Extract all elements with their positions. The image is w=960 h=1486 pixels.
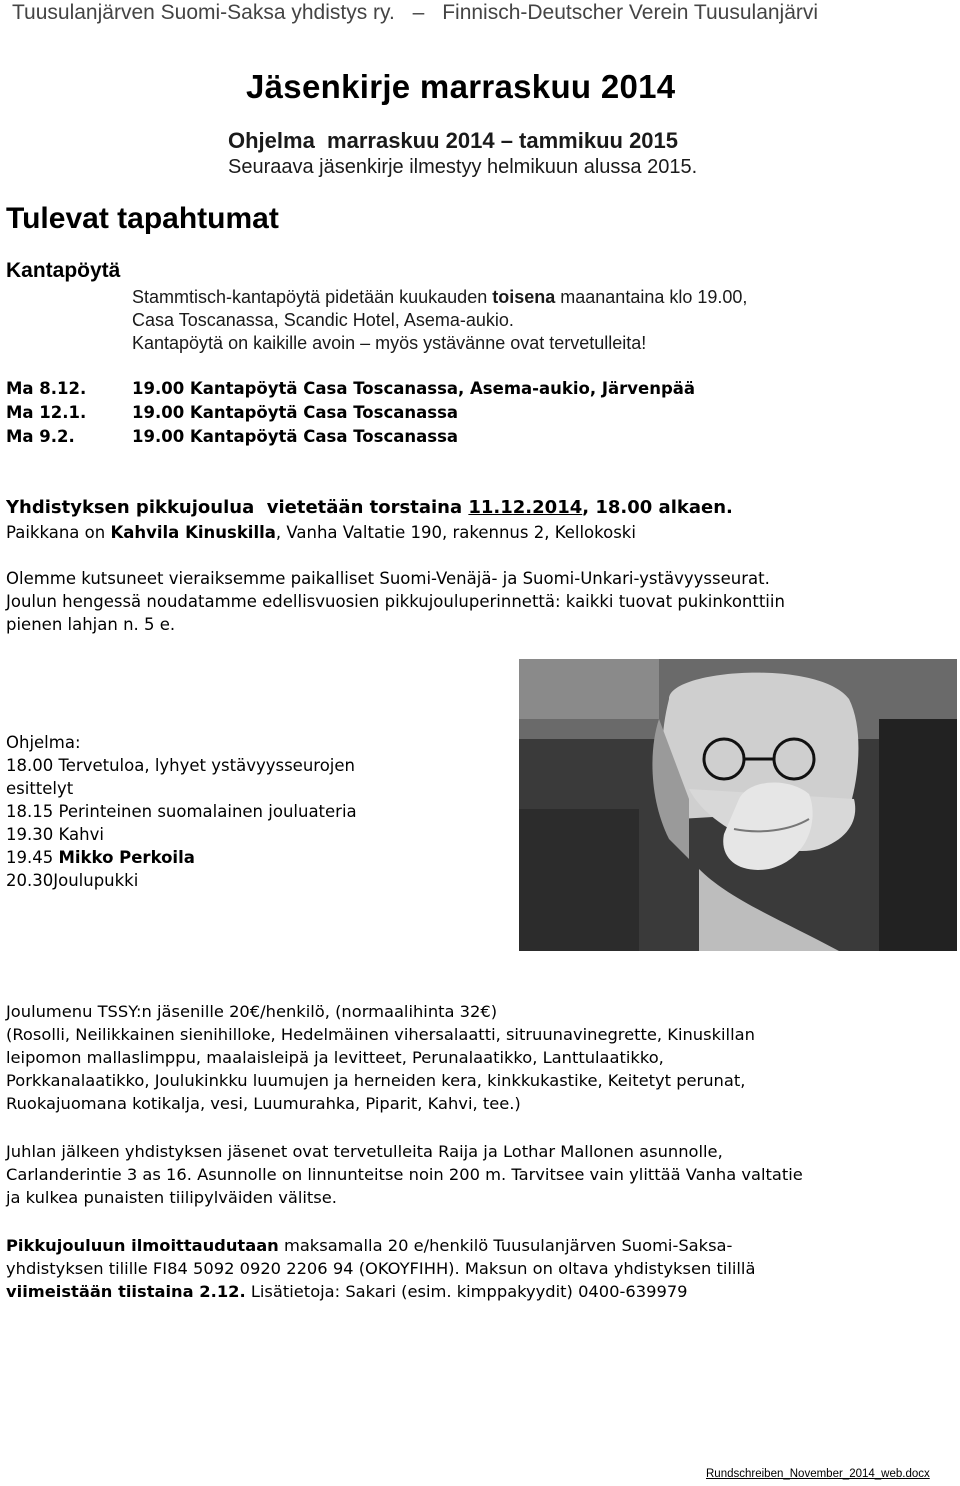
program-item: esittelyt (6, 779, 74, 798)
program-item: 18.15 Perinteinen suomalainen jouluateria (6, 802, 357, 821)
header-left: Tuusulanjärven Suomi-Saksa yhdistys ry. (12, 1, 395, 24)
registration-emphasis: Pikkujouluun ilmoittaudutaan (6, 1236, 279, 1255)
header-right: Finnisch-Deutscher Verein Tuusulanjärvi (442, 1, 819, 24)
program-item: 19.30 Kahvi (6, 825, 104, 844)
schedule-date: Ma 8.12. (6, 379, 87, 398)
next-letter-note: Seuraava jäsenkirje ilmestyy helmikuun alussa 2015. (228, 156, 698, 178)
program-period: Ohjelma marraskuu 2014 – tammikuu 2015 (228, 128, 679, 153)
program-item: 19.45 Mikko Perkoila (6, 848, 195, 867)
after-party: Juhlan jälkeen yhdistyksen jäsenet ovat tervetulleita Raija ja Lothar Mallonen asunnolle, Carlanderintie 3 as 16. Asunnolle on linnunteitse noin 200 m. Tarvitsee vain ylittää Vanha valtatie ja kulkea punaisten tiilipylväiden välitse. (6, 1142, 803, 1207)
schedule-date: Ma 9.2. (6, 427, 75, 446)
schedule-event: 19.00 Kantapöytä Casa Toscanassa (132, 403, 459, 422)
program-list (6, 731, 357, 892)
christmas-menu: Joulumenu TSSY:n jäsenille 20€/henkilö, (normaalihinta 32€) (Rosolli, Neilikkainen sienihilloke, Hedelmäinen vihersalaatti, sitruunavinegrette, Kinuskillan leipomon mallaslimppu, maalaisleipä ja levitteet, Perunalaatikko, Lanttulaatikko, Porkkanalaatikko, Joulukinkku luumujen ja herneiden kera, kinkkukastike, Keitetyt perunat, Ruokajuomana kotikalja, vesi, Luumurahka, Piparit, Kahvi, tee.) (6, 1002, 755, 1113)
program-heading: Ohjelma: (6, 733, 81, 752)
header-dash: – (412, 1, 425, 24)
registration-info: Pikkujouluun ilmoittaudutaan maksamalla 20 e/henkilö Tuusulanjärven Suomi-Saksa- yhdistyksen tilille FI84 5092 0920 2206 94 (OKOYFIHH). Maksun on oltava yhdistyksen tilillä viimeistään tiistaina 2.12. Lisätietoja: Sakari (esim. kimppakyydit) 0400-639979 (6, 1236, 756, 1301)
intro-emphasis: toisena (492, 287, 556, 307)
intro-line-3: Kantapöytä on kaikille avoin – myös ystävänne ovat tervetulleita! (132, 333, 647, 353)
intro-line-2: Casa Toscanassa, Scandic Hotel, Asema-aukio. (132, 310, 514, 330)
schedule-event: 19.00 Kantapöytä Casa Toscanassa, Asema-aukio, Järvenpää (132, 379, 696, 398)
program-item: 20.30Joulupukki (6, 871, 139, 890)
page-header (0, 0, 960, 30)
performer-name: Mikko Perkoila (58, 848, 195, 867)
pikkujoulu-headline: Yhdistyksen pikkujoulua vietetään torstaina 11.12.2014, 18.00 alkaen. (6, 497, 733, 518)
event-date: 11.12.2014 (468, 497, 583, 518)
schedule-date: Ma 12.1. (6, 403, 87, 422)
schedule-event: 19.00 Kantapöytä Casa Toscanassa (132, 427, 459, 446)
pikkujoulu-invite: Olemme kutsuneet vieraiksemme paikalliset Suomi-Venäjä- ja Suomi-Unkari-ystävyysseurat. Joulun hengessä noudatamme edellisvuosien pikkujouluperinnettä: kaikki tuovat pukinkonttiin pienen lahjan n. 5 e. (6, 569, 785, 634)
page-title: Jäsenkirje marraskuu 2014 (246, 68, 676, 105)
intro-line-1: Stammtisch-kantapöytä pidetään kuukauden toisena maanantaina klo 19.00, (132, 287, 748, 307)
pikkujoulu-place: Paikkana on Kahvila Kinuskilla, Vanha Valtatie 190, rakennus 2, Kellokoski (6, 523, 636, 542)
kantapoyta-heading: Kantapöytä (6, 259, 121, 282)
schedule-events (132, 377, 695, 449)
program-item: 18.00 Tervetuloa, lyhyet ystävyysseurojen (6, 756, 355, 775)
file-name-footer: Rundschreiben_November_2014_web.docx (706, 1468, 930, 1480)
deadline: viimeistään tiistaina 2.12. (6, 1282, 246, 1301)
venue-name: Kahvila Kinuskilla (110, 523, 276, 542)
kantapoyta-intro (132, 286, 747, 355)
portrait-photo (519, 659, 957, 951)
section-title: Tulevat tapahtumat (6, 202, 279, 235)
schedule-dates (6, 377, 86, 449)
